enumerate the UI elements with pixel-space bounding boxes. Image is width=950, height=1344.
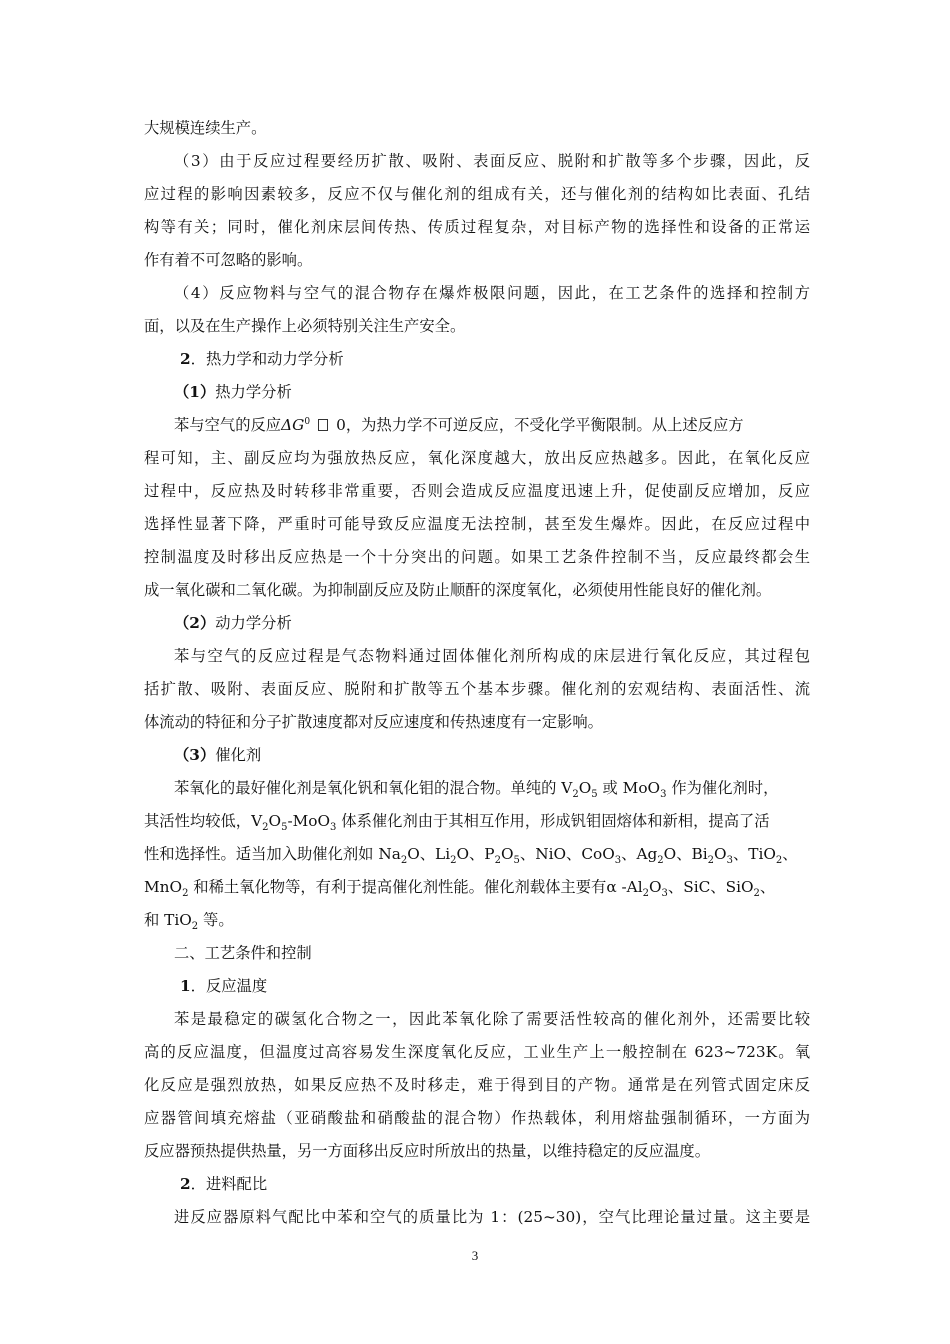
subscript: 2: [572, 789, 579, 800]
text-run: 体系催化剂由于其相互作用，形成钒钼固熔体和新相，提高了活: [336, 812, 770, 830]
section-heading: [144, 343, 810, 376]
paragraph-line: 大规模连续生产。: [144, 119, 267, 137]
section-heading: [144, 1168, 810, 1201]
zero-value: 0: [336, 416, 346, 434]
heading-number: 1: [180, 977, 191, 995]
paragraph-line: （3）由于反应过程要经历扩散、吸附、表面反应、脱附和扩散等多个步骤，因此，反: [174, 152, 810, 170]
subsection-heading: [144, 607, 810, 640]
subscript: 2: [775, 855, 783, 866]
superscript: 0: [304, 417, 311, 427]
paragraph-line: 反应器预热提供热量，另一方面移出反应时所放出的热量，以维持稳定的反应温度。: [144, 1142, 710, 1160]
missing-glyph-box: [318, 419, 328, 431]
text-run: 苯氧化的最好催化剂是氧化钒和氧化钼的混合物。单纯的 V: [174, 779, 573, 797]
text-run: 和稀土氧化物等，有利于提高催化剂性能。催化剂载体主要有α -Al: [188, 878, 643, 896]
text-run: -MoO: [287, 812, 331, 830]
subscript: 2: [494, 855, 501, 866]
heading-text: 催化剂: [215, 746, 262, 764]
page-number: 3: [471, 1248, 479, 1263]
text-run: O: [500, 845, 514, 863]
text-run: MnO: [144, 878, 183, 896]
text-run: O: [578, 779, 592, 797]
subscript: 2: [400, 855, 408, 866]
heading-number: （2）: [174, 614, 216, 632]
paragraph-line: 进反应器原料气配比中苯和空气的质量比为 1：(25~30)，空气比理论量过量。这主要是: [174, 1208, 810, 1226]
text-run: ，为热力学不可逆反应，不受化学平衡限制。从上述反应方: [345, 416, 744, 434]
paragraph-line: 化反应是强烈放热，如果反应热不及时移走，难于得到目的产物。通常是在列管式固定床反: [144, 1076, 810, 1094]
subscript: 3: [726, 855, 733, 866]
text-run: O、P: [456, 845, 495, 863]
paragraph-line: 控制温度及时移出反应热是一个十分突出的问题。如果工艺条件控制不当，反应最终都会生: [144, 548, 810, 566]
chapter-heading: 二、工艺条件和控制: [174, 944, 312, 962]
paragraph-line-with-formula: [144, 838, 810, 871]
subscript: 2: [642, 888, 649, 899]
paragraph-line: 作有着不可忽略的影响。: [144, 251, 313, 269]
text-run: 性和选择性。适当加入助催化剂如 Na: [144, 845, 401, 863]
paragraph-line-with-formula: [144, 871, 810, 904]
heading-number: （3）: [174, 746, 216, 764]
paragraph-line: 面，以及在生产操作上必须特别关注生产安全。: [144, 317, 466, 335]
paragraph-line: 高的反应温度，但温度过高容易发生深度氧化反应，工业生产上一般控制在 623~723K。氧: [144, 1043, 810, 1061]
text-run: 苯与空气的反应: [174, 416, 282, 434]
subscript: 2: [657, 855, 664, 866]
subscript: 3: [661, 888, 668, 899]
paragraph-line: 选择性显著下降，严重时可能导致反应温度无法控制，甚至发生爆炸。因此，在反应过程中: [144, 515, 810, 533]
paragraph-line: 成一氧化碳和二氧化碳。为抑制副反应及防止顺酐的深度氧化，必须使用性能良好的催化剂。: [144, 581, 772, 599]
text-run: O: [714, 845, 727, 863]
section-heading: [144, 970, 810, 1003]
subscript: 3: [330, 822, 337, 833]
subscript: 5: [591, 789, 598, 800]
text-run: 或 MoO: [597, 779, 661, 797]
text-run: 、: [759, 878, 776, 896]
paragraph-line: 应过程的影响因素较多，反应不仅与催化剂的组成有关，还与催化剂的结构如比表面、孔结: [144, 185, 810, 203]
subscript: 2: [707, 855, 715, 866]
subsection-heading: [144, 376, 810, 409]
paragraph-line-with-formula: [144, 772, 810, 805]
paragraph-line: 构等有关；同时，催化剂床层间传热、传质过程复杂，对目标产物的选择性和设备的正常运: [144, 218, 810, 236]
heading-text: ．热力学和动力学分析: [190, 350, 344, 368]
heading-number: 2: [180, 1175, 191, 1193]
text-run: 、Ag: [621, 845, 658, 863]
subscript: 3: [660, 789, 667, 800]
text-run: 、TiO: [732, 845, 776, 863]
subscript: 2: [450, 855, 457, 866]
subscript: 2: [182, 888, 189, 899]
text-run: 、NiO、CoO: [519, 845, 615, 863]
text-run: O、Li: [407, 845, 451, 863]
paragraph-line-with-formula: [144, 409, 810, 442]
text-run: 和 TiO: [144, 911, 192, 929]
text-run: O: [268, 812, 282, 830]
paragraph-line-with-formula: [144, 805, 810, 838]
paragraph-line: （4）反应物料与空气的混合物存在爆炸极限问题，因此，在工艺条件的选择和控制方: [174, 284, 810, 302]
text-run: 作为催化剂时，: [666, 779, 779, 797]
subscript: 3: [614, 855, 622, 866]
text-run: 其活性均较低，V: [144, 812, 263, 830]
text-run: O、Bi: [663, 845, 708, 863]
text-run: 、: [782, 845, 798, 863]
paragraph-line: 过程中，反应热及时转移非常重要，否则会造成反应温度迅速上升，促使副反应增加，反应: [144, 482, 810, 500]
heading-number: （1）: [174, 383, 216, 401]
paragraph-line: 应器管间填充熔盐（亚硝酸盐和硝酸盐的混合物）作热载体，利用熔盐强制循环，一方面为: [144, 1109, 810, 1127]
gibbs-symbol: ΔG: [281, 416, 305, 434]
subscript: 2: [191, 921, 199, 932]
subscript: 2: [753, 888, 760, 899]
heading-text: ．进料配比: [190, 1175, 268, 1193]
text-run: O: [649, 878, 662, 896]
paragraph-line: 程可知，主、副反应均为强放热反应，氧化深度越大，放出反应热越多。因此，在氧化反应: [144, 449, 810, 467]
text-run: 等。: [198, 911, 234, 929]
subscript: 2: [262, 822, 269, 833]
paragraph-line: 苯是最稳定的碳氢化合物之一，因此苯氧化除了需要活性较高的催化剂外，还需要比较: [174, 1010, 810, 1028]
paragraph-line: 体流动的特征和分子扩散速度都对反应速度和传热速度有一定影响。: [144, 713, 603, 731]
heading-text: 热力学分析: [215, 383, 292, 401]
heading-text: ．反应温度: [190, 977, 268, 995]
subscript: 5: [513, 855, 520, 866]
heading-text: 动力学分析: [215, 614, 292, 632]
document-body: [144, 112, 810, 1234]
paragraph-line: 苯与空气的反应过程是气态物料通过固体催化剂所构成的床层进行氧化反应，其过程包: [174, 647, 810, 665]
subscript: 5: [281, 822, 288, 833]
paragraph-line: 括扩散、吸附、表面反应、脱附和扩散等五个基本步骤。催化剂的宏观结构、表面活性、流: [144, 680, 810, 698]
heading-number: 2: [180, 350, 191, 368]
text-run: 、SiC、SiO: [667, 878, 754, 896]
subsection-heading: [144, 739, 810, 772]
paragraph-line-with-formula: [144, 904, 810, 937]
